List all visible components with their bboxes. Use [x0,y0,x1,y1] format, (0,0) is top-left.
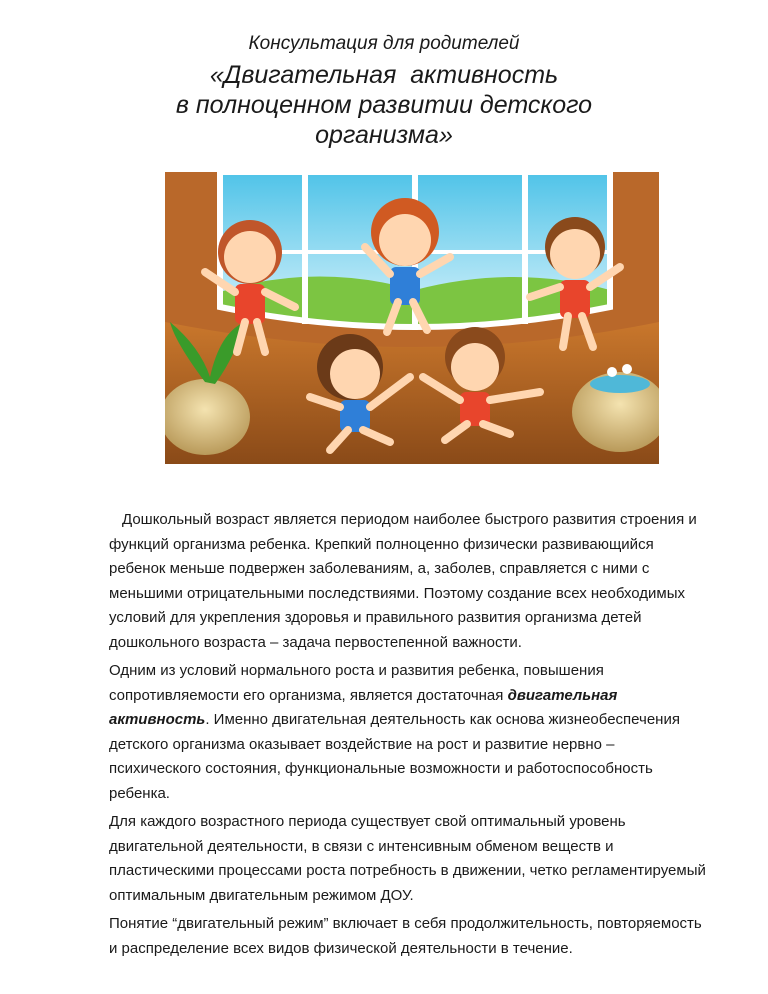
paragraph-3: Для каждого возрастного периода существует свой оптимальный уровень двигательной деятельности, в связи с интенсивным обменом веществ и пластическими процессами роста потребность в движении, четко регламентируемый оптимальным двигательным режимом ДОУ. [109,813,706,904]
consultation-subtitle: Консультация для родителей [248,33,520,54]
paragraph-1: Дошкольный возраст является периодом наиболее быстрого развития строения и функций организма ребенка. Крепкий полноценно физически развивающийся ребенок меньше подвержен заболеваниям, а, заболев, справляется с ними с меньшими отрицательными последствиями. Поэтому создание всех необходимых условий для укрепления здоровья и правильного развития организма детей дошкольного возраста – задача первостепенной важности. [109,511,697,651]
page-title [0,60,768,150]
article-body [109,508,709,965]
paragraph-2-start: Одним из условий нормального роста и развития ребенка, повышения сопротивляемости его организма, является достаточная [109,662,604,704]
title-line-3: организма» [315,121,453,149]
title-line-1: «Двигательная активность [209,61,559,89]
title-line-2: в полноценном развитии детского [175,91,593,119]
emphasized-term: двигательная активность [109,686,618,728]
paragraph-4: Понятие “двигательный режим” включает в себя продолжительность, повторяемость и распределение всех видов физической деятельности в течение. [109,915,702,957]
paragraph-2 [109,659,709,806]
paragraph-2-end: . Именно двигательная деятельность как основа жизнеобеспечения детского организма оказывает воздействие на рост и развитие нервно – психического состояния, функциональные возможности и работоспособность ребенка. [109,711,680,802]
children-dancing-illustration [165,172,659,464]
